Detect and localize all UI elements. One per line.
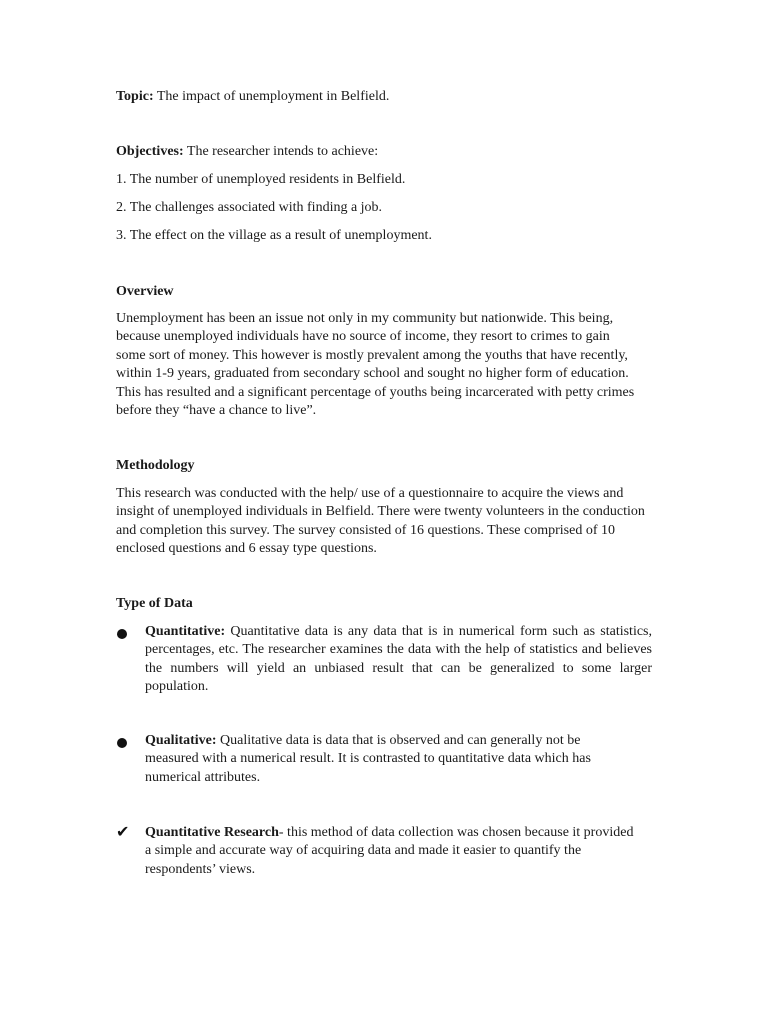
methodology-heading: Methodology [116, 458, 195, 473]
qualitative-text [145, 732, 635, 787]
objective-item-3: 3. The effect on the village as a result of unemployment. [116, 228, 432, 243]
objectives-line [116, 143, 378, 161]
type-of-data-heading: Type of Data [116, 596, 193, 611]
topic-line [116, 88, 389, 106]
research-description: - this method of data collection was chosen because it provided a simple and accurate way of acquiring data and made it easier to quantify the respondents’ views. [145, 825, 634, 877]
topic-text: The impact of unemployment in Belfield. [153, 89, 390, 104]
qualitative-description: Qualitative data is data that is observed and can generally not be measured with a numerical result. It is contrasted to quantitative data which has numerical attributes. [145, 733, 591, 785]
quantitative-text [145, 623, 652, 697]
overview-body: Unemployment has been an issue not only in my community but nationwide. This being, because unemployed individuals have no source of income, they resort to crimes to gain some sort of money. This however is mostly prevalent among the youths that have recently, within 1-9 years, graduated from secondary school and sought no higher form of education. This has resulted and a significant percentage of youths being incarcerated with petty crimes before they “have a chance to live”. [116, 311, 635, 419]
bullet-icon [116, 625, 128, 637]
objective-item-1: 1. The number of unemployed residents in Belfield. [116, 172, 406, 187]
methodology-body: This research was conducted with the help/ use of a questionnaire to acquire the views and insight of unemployed individuals in Belfield. There were twenty volunteers in the conduction and completion this survey. The survey consisted of 16 questions. These comprised of 10 enclosed questions and 6 essay type questions. [116, 486, 645, 557]
checkmark-icon: ✔ [116, 822, 130, 841]
topic-label: Topic: [116, 89, 154, 104]
research-label: Quantitative Research [145, 825, 279, 840]
objectives-label: Objectives: [116, 144, 184, 159]
objectives-intro: The researcher intends to achieve: [183, 144, 379, 159]
overview-heading: Overview [116, 284, 174, 299]
quantitative-label: Quantitative: [145, 624, 226, 639]
research-text [145, 824, 635, 879]
quantitative-description: Quantitative data is any data that is in numerical form such as statistics, percentages, etc. The researcher examines the data with the help of statistics and believes the numbers will yield an unbiased result that can be generalized to some larger population. [145, 624, 652, 695]
bullet-icon [116, 734, 128, 746]
qualitative-label: Qualitative: [145, 733, 217, 748]
objective-item-2: 2. The challenges associated with finding a job. [116, 200, 383, 215]
